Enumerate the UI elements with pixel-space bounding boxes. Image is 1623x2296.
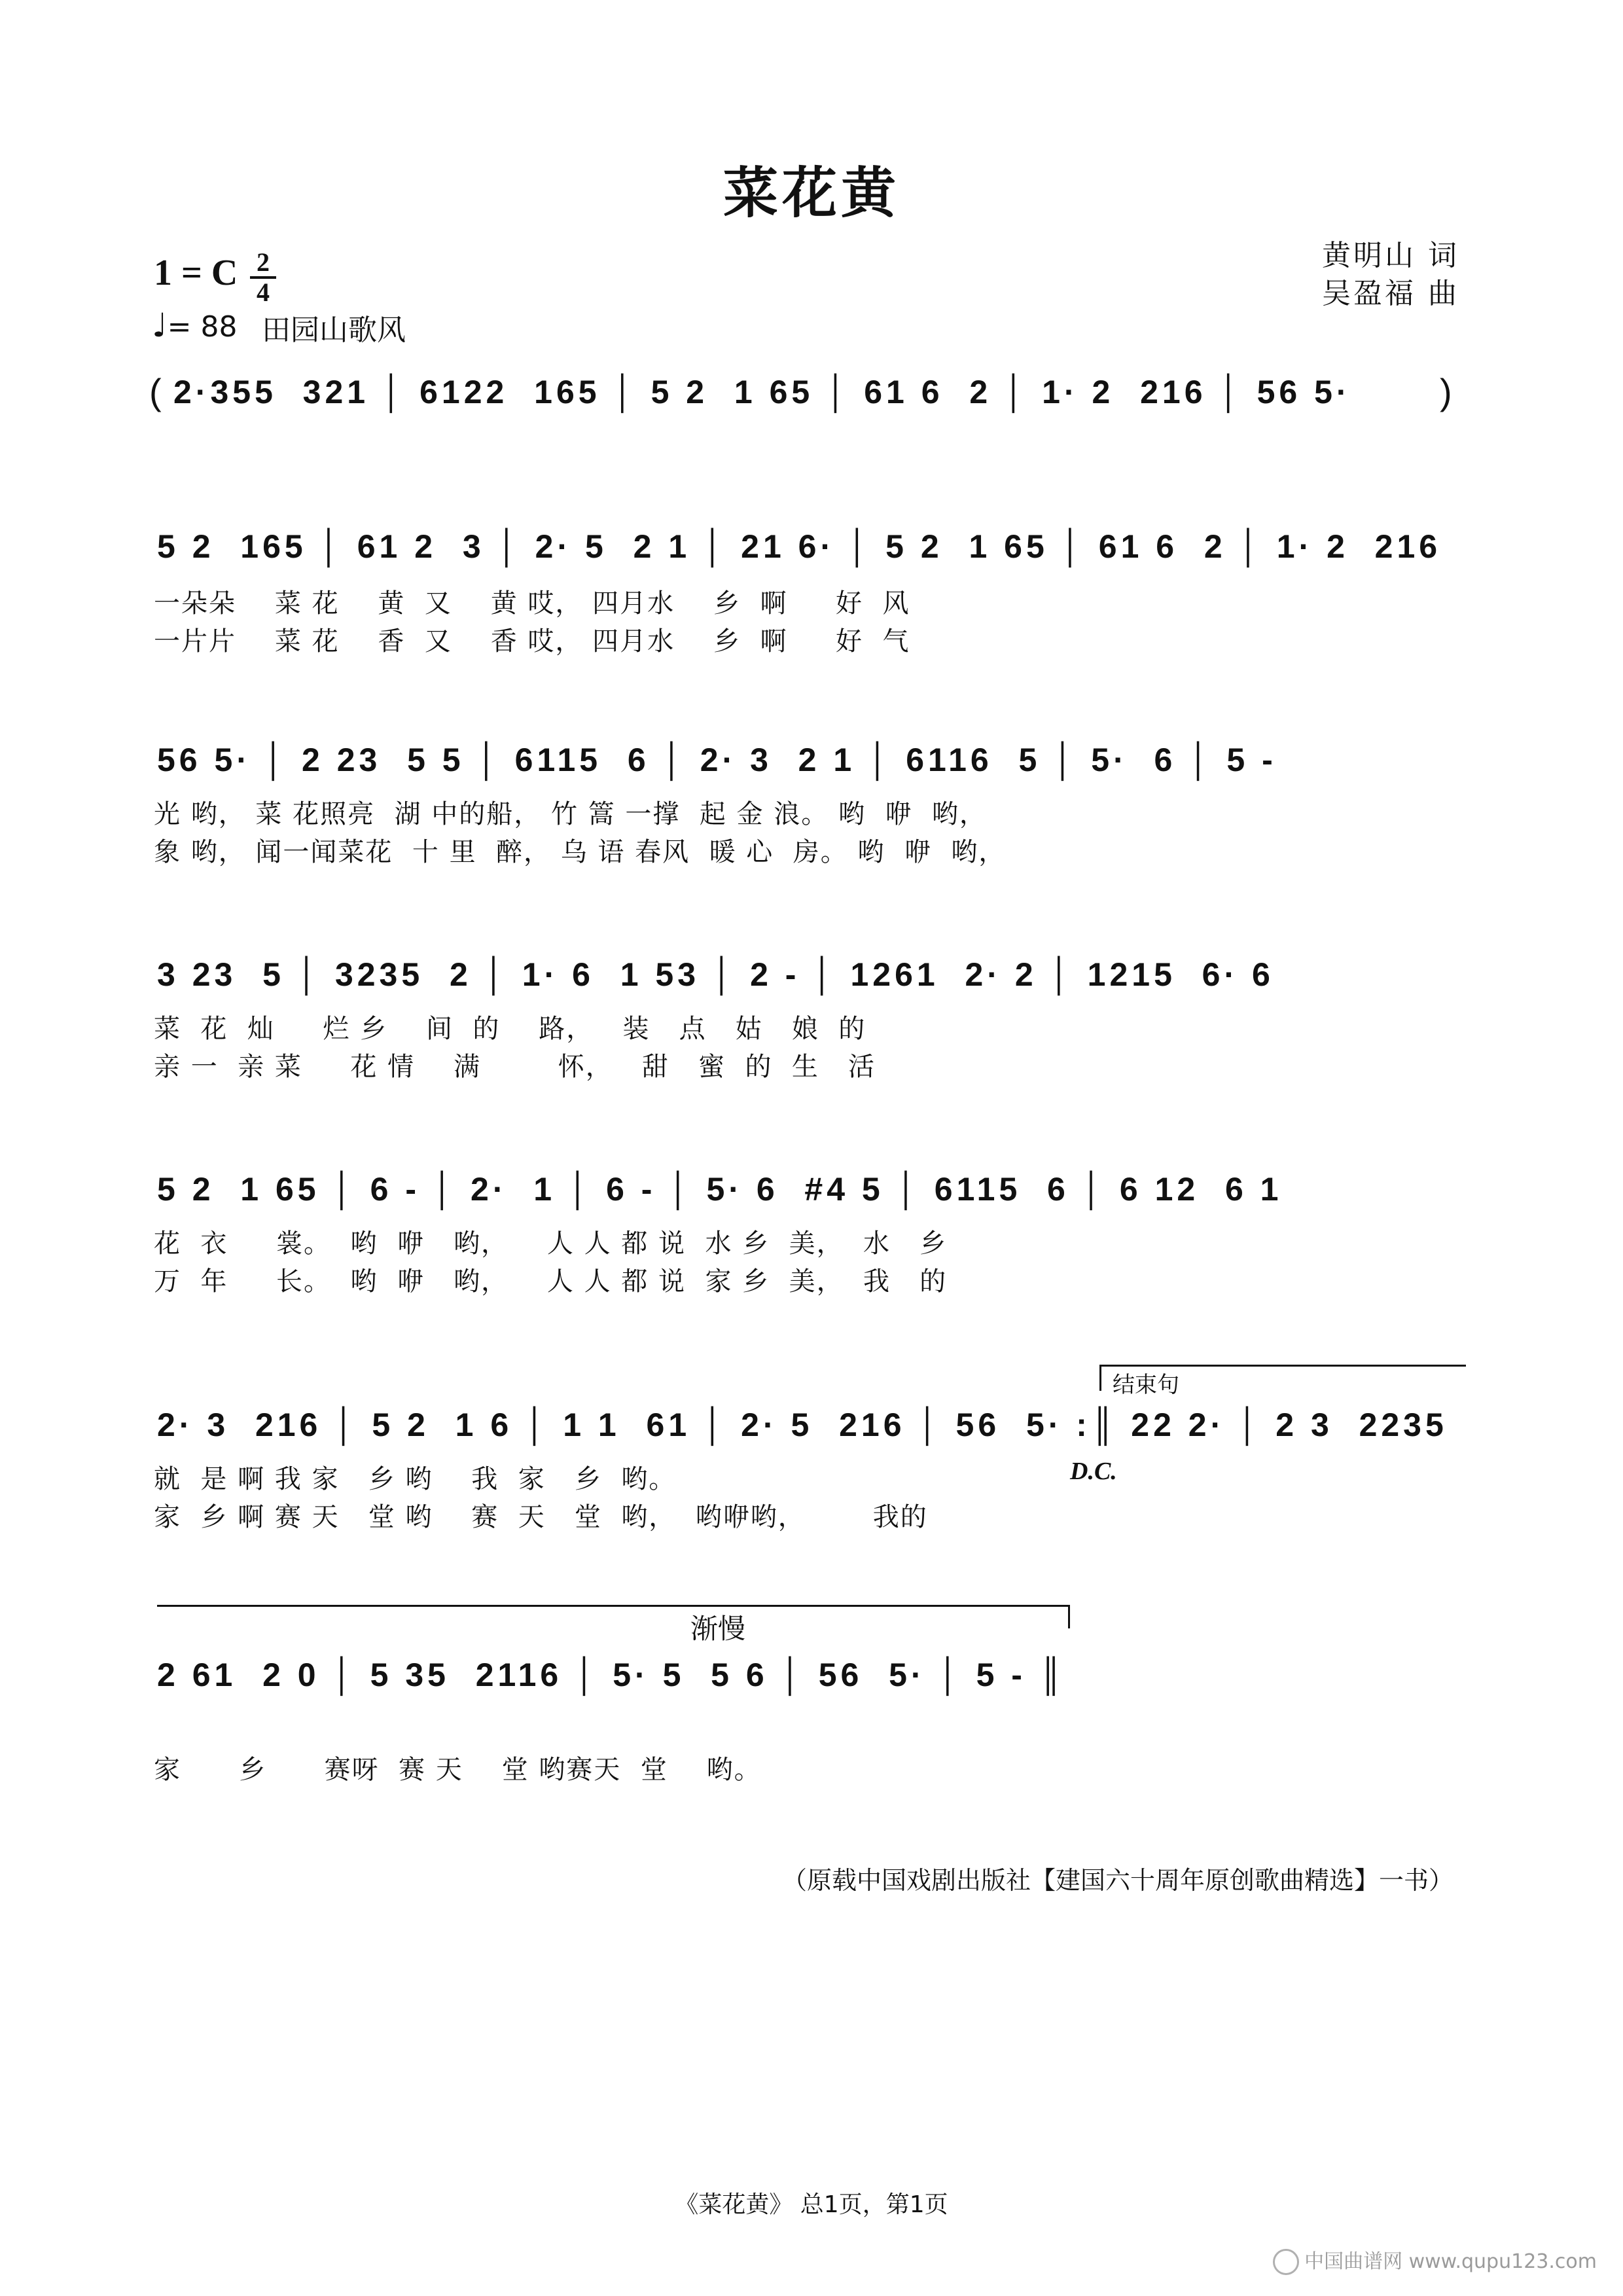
score-system-3: 56 5· │ 2 23 5 5 │ 6115 6 │ 2· 3 2 1 │ 6116 5 │ 5· 6 │ 5 - (157, 742, 1277, 778)
lyrics-6-verse-2: 家 乡 啊 赛 天 堂 哟 赛 天 堂 哟， 哟咿哟， 我的 (154, 1502, 928, 1532)
score-system-4: 3 23 5 │ 3235 2 │ 1· 6 1 53 │ 2 - │ 1261 2· 2 │ 1215 6· 6 (157, 956, 1274, 993)
lyrics-4-verse-2: 亲 一 亲 菜 花 情 满 怀， 甜 蜜 的 生 活 (154, 1052, 876, 1082)
final-bracket-side (1068, 1605, 1070, 1628)
lyrics-3-verse-2: 象 哟， 闻一闻菜花 十 里 醉， 乌 语 春风 暖 心 房。 哟 咿 哟， (154, 837, 1007, 867)
tempo-marking (152, 306, 237, 344)
intro-open-paren: ( (149, 371, 162, 412)
score-system-1: 2·355 321 │ 6122 165 │ 5 2 1 65 │ 61 6 2 │ 1· 2 216 │ 56 5· (173, 374, 1351, 410)
lyrics-5-verse-2: 万 年 长。 哟 咿 哟， 人 人 都 说 家 乡 美， 我 的 (154, 1266, 948, 1297)
time-signature-top: 2 (257, 247, 270, 277)
credits (1322, 237, 1459, 313)
dc-marking: D.C. (1070, 1458, 1117, 1485)
lyrics-2-verse-2: 一片片 菜 花 香 又 香 哎， 四月水 乡 啊 好 气 (154, 626, 910, 656)
time-signature-bottom: 4 (257, 278, 270, 307)
quarter-note-icon: ♩ (152, 306, 168, 344)
final-bracket-line (157, 1605, 1070, 1607)
song-title: 菜花黄 (722, 160, 900, 225)
lyrics-5-verse-1: 花 衣 裳。 哟 咿 哟， 人 人 都 说 水 乡 美， 水 乡 (154, 1229, 948, 1259)
score-system-7: 2 61 2 0 │ 5 35 2116 │ 5· 5 5 6 │ 56 5· │ 5 - ║ (157, 1657, 1067, 1693)
ending-label: 结束句 (1113, 1372, 1179, 1398)
lyrics-2-verse-1: 一朵朵 菜 花 黄 又 黄 哎， 四月水 乡 啊 好 风 (154, 588, 910, 619)
time-signature (250, 247, 276, 307)
page-footer: 《菜花黄》 总1页，第1页 (675, 2191, 948, 2218)
lyricist: 黄明山 词 (1322, 239, 1459, 272)
lyrics-3-verse-1: 光 哟， 菜 花照亮 湖 中的船， 竹 篙 一撑 起 金 浪。 哟 咿 哟， (154, 799, 987, 829)
lyrics-4-verse-1: 菜 花 灿 烂 乡 间 的 路， 装 点 姑 娘 的 (154, 1014, 866, 1044)
watermark (1273, 2245, 1597, 2276)
watermark-logo-icon (1273, 2249, 1299, 2275)
lyrics-7-verse-1: 家 乡 赛呀 赛 天 堂 哟赛天 堂 哟。 (154, 1755, 762, 1785)
intro-close-paren: ) (1440, 371, 1452, 412)
lyrics-6-verse-1: 就 是 啊 我 家 乡 哟 我 家 乡 哟。 (154, 1464, 677, 1494)
source-note: （原载中国戏剧出版社【建国六十周年原创歌曲精选】一书） (782, 1866, 1454, 1895)
style-marking: 田园山歌风 (262, 314, 406, 347)
composer: 吴盈福 曲 (1322, 277, 1459, 310)
key-signature: 1 = C (154, 253, 238, 293)
score-system-2: 5 2 165 │ 61 2 3 │ 2· 5 2 1 │ 21 6· │ 5 2 1 65 │ 61 6 2 │ 1· 2 216 (157, 528, 1442, 565)
ending-bracket-side (1099, 1365, 1101, 1391)
rit-marking: 渐慢 (690, 1613, 746, 1645)
tempo-value: = 88 (167, 310, 238, 344)
watermark-text: 中国曲谱网 www.qupu123.com (1304, 2250, 1597, 2273)
score-system-5: 5 2 1 65 │ 6 - │ 2· 1 │ 6 - │ 5· 6 #4 5 │ 6115 6 │ 6 12 6 1 (157, 1171, 1283, 1208)
score-system-6: 2· 3 216 │ 5 2 1 6 │ 1 1 61 │ 2· 5 216 │ 56 5· :║ 22 2· │ 2 3 2235 (157, 1407, 1448, 1443)
